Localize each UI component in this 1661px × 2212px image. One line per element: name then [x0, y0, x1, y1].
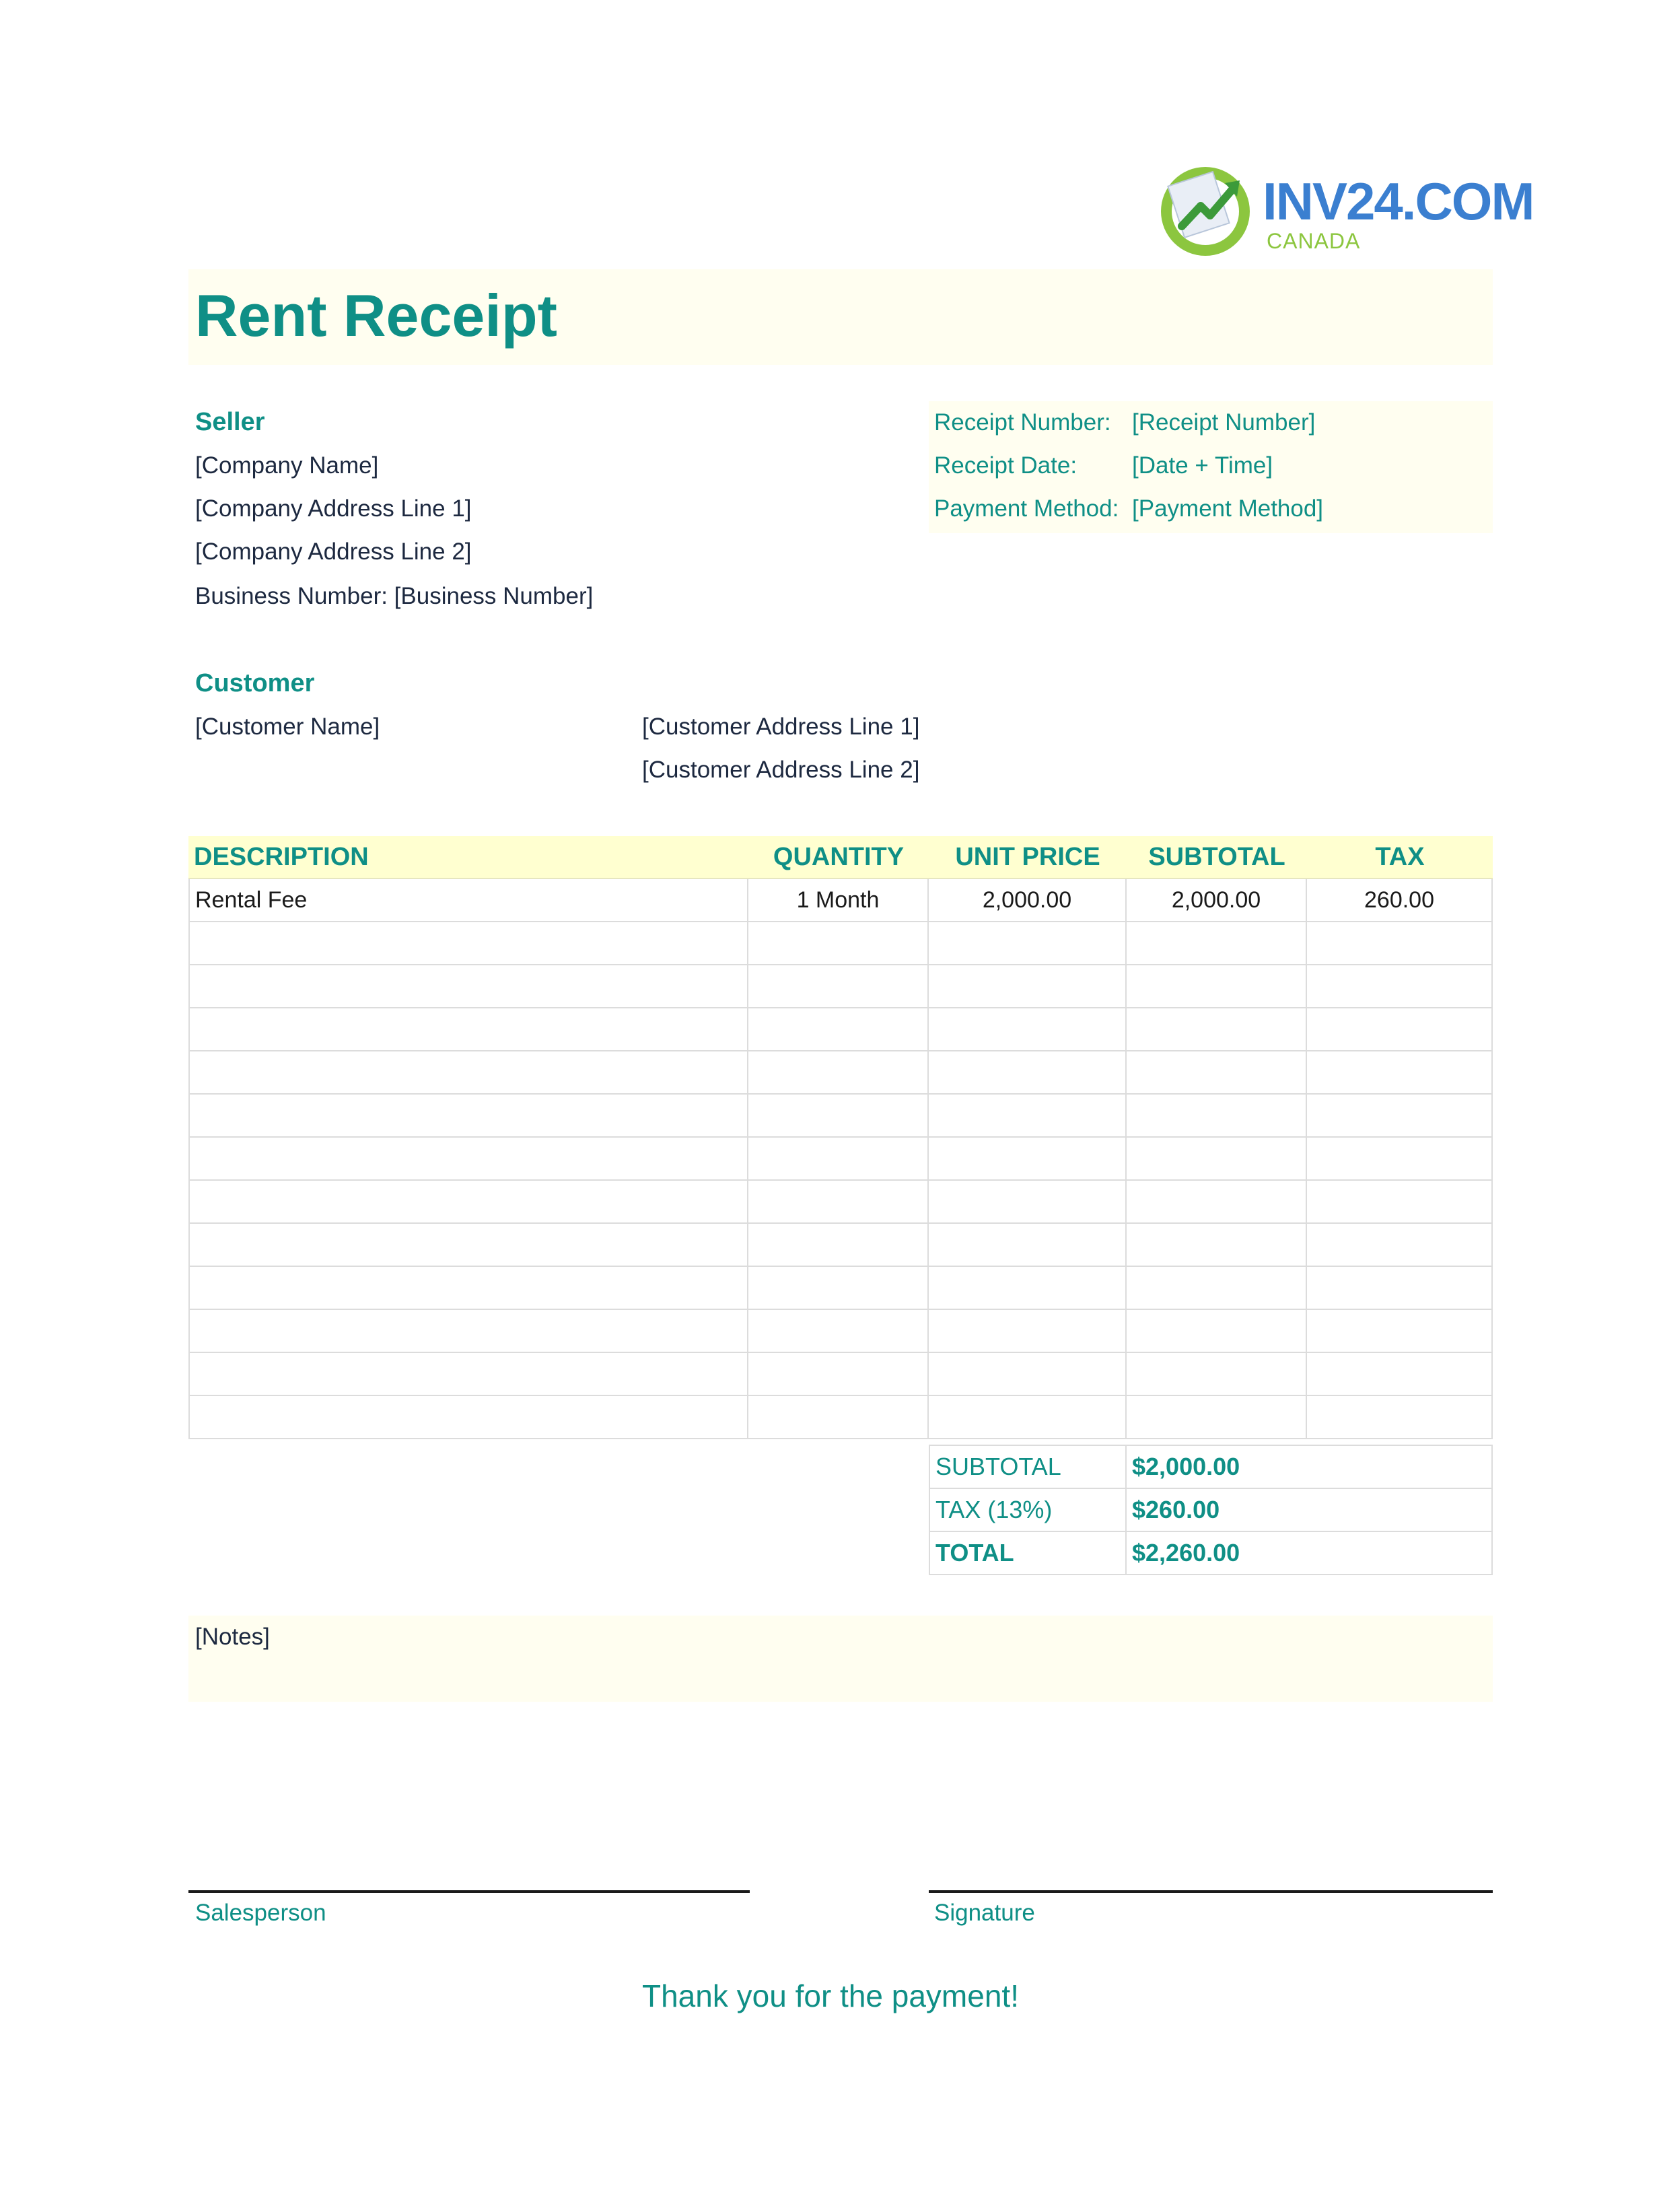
table-cell	[748, 1181, 929, 1222]
table-cell	[1307, 1353, 1493, 1395]
subtotal-value: $2,000.00	[1127, 1446, 1493, 1488]
table-cell	[748, 1008, 929, 1050]
table-cell	[748, 1267, 929, 1309]
column-header-description: DESCRIPTION	[194, 842, 369, 871]
table-cell	[1127, 1396, 1307, 1438]
customer-name: [Customer Name]	[195, 714, 380, 740]
notes-text: [Notes]	[195, 1624, 270, 1650]
table-cell	[748, 1051, 929, 1093]
totals-table	[929, 1445, 1493, 1575]
table-cell	[1127, 1267, 1307, 1309]
table-cell	[1127, 1138, 1307, 1179]
table-cell	[1307, 1224, 1493, 1266]
table-row	[188, 1008, 1493, 1051]
column-header-quantity: QUANTITY	[773, 842, 905, 871]
table-cell	[188, 1138, 748, 1179]
table-cell	[748, 1310, 929, 1352]
total-value: $2,260.00	[1127, 1532, 1493, 1574]
item-tax: 260.00	[1307, 879, 1493, 921]
customer-address-line-1: [Customer Address Line 1]	[642, 714, 920, 740]
table-row	[188, 879, 1493, 922]
table-row	[188, 1181, 1493, 1224]
table-cell	[929, 1181, 1127, 1222]
column-header-unit-price: UNIT PRICE	[955, 842, 1100, 871]
table-cell	[929, 922, 1127, 964]
total-row	[929, 1532, 1493, 1575]
table-cell	[748, 965, 929, 1007]
table-cell	[1127, 1224, 1307, 1266]
notes-box	[188, 1616, 1493, 1702]
table-cell	[929, 1008, 1127, 1050]
table-cell	[188, 1095, 748, 1136]
table-cell	[1307, 1051, 1493, 1093]
table-cell	[929, 965, 1127, 1007]
table-cell	[1307, 1181, 1493, 1222]
table-cell	[188, 1051, 748, 1093]
table-cell	[188, 922, 748, 964]
table-cell	[1307, 1095, 1493, 1136]
tax-row	[929, 1489, 1493, 1532]
payment-method-value: [Payment Method]	[1132, 495, 1324, 522]
table-cell	[1127, 1008, 1307, 1050]
table-row	[188, 1224, 1493, 1267]
item-quantity: 1 Month	[748, 879, 929, 921]
seller-business-number: Business Number: [Business Number]	[195, 583, 594, 609]
table-cell	[929, 1138, 1127, 1179]
table-cell	[1307, 1396, 1493, 1438]
table-row	[188, 1138, 1493, 1181]
table-cell	[188, 1353, 748, 1395]
table-cell	[188, 1008, 748, 1050]
table-cell	[1127, 1353, 1307, 1395]
table-cell	[748, 922, 929, 964]
table-cell	[748, 1396, 929, 1438]
table-cell	[1307, 1008, 1493, 1050]
tax-label: TAX (13%)	[929, 1489, 1127, 1531]
table-cell	[188, 965, 748, 1007]
column-header-subtotal: SUBTOTAL	[1148, 842, 1285, 871]
subtotal-label: SUBTOTAL	[929, 1446, 1127, 1488]
table-row	[188, 1396, 1493, 1439]
table-cell	[1307, 965, 1493, 1007]
seller-heading: Seller	[195, 408, 265, 436]
seller-company-name: [Company Name]	[195, 452, 379, 479]
table-cell	[748, 1138, 929, 1179]
company-logo	[1155, 159, 1534, 260]
total-label: TOTAL	[929, 1532, 1127, 1574]
signature-line	[929, 1890, 1493, 1893]
table-cell	[188, 1267, 748, 1309]
table-cell	[748, 1095, 929, 1136]
table-cell	[1307, 1310, 1493, 1352]
table-cell	[929, 1224, 1127, 1266]
item-description: Rental Fee	[188, 879, 748, 921]
items-table	[188, 836, 1493, 1439]
subtotal-row	[929, 1446, 1493, 1489]
table-cell	[1307, 922, 1493, 964]
table-cell	[929, 1267, 1127, 1309]
table-row	[188, 1310, 1493, 1353]
receipt-date-value: [Date + Time]	[1132, 452, 1273, 479]
table-cell	[1127, 965, 1307, 1007]
table-cell	[188, 1181, 748, 1222]
receipt-number-label: Receipt Number:	[934, 409, 1111, 436]
receipt-date-label: Receipt Date:	[934, 452, 1077, 479]
table-row	[188, 965, 1493, 1008]
table-row	[188, 922, 1493, 965]
salesperson-line	[188, 1890, 750, 1893]
table-cell	[188, 1396, 748, 1438]
table-cell	[1127, 1181, 1307, 1222]
customer-address-line-2: [Customer Address Line 2]	[642, 757, 920, 783]
table-row	[188, 1353, 1493, 1396]
table-header-row	[188, 836, 1493, 879]
payment-method-label: Payment Method:	[934, 495, 1119, 522]
item-subtotal: 2,000.00	[1127, 879, 1307, 921]
table-row	[188, 1051, 1493, 1095]
signature-label: Signature	[934, 1900, 1035, 1926]
page-title: Rent Receipt	[195, 282, 557, 349]
table-cell	[1127, 1310, 1307, 1352]
receipt-number-value: [Receipt Number]	[1132, 409, 1316, 436]
table-cell	[748, 1353, 929, 1395]
logo-sub-text: CANADA	[1267, 229, 1361, 253]
table-cell	[929, 1095, 1127, 1136]
table-cell	[929, 1396, 1127, 1438]
seller-address-line-1: [Company Address Line 1]	[195, 495, 472, 522]
table-cell	[188, 1224, 748, 1266]
table-cell	[1307, 1138, 1493, 1179]
table-cell	[1307, 1267, 1493, 1309]
customer-heading: Customer	[195, 669, 315, 697]
table-cell	[1127, 1095, 1307, 1136]
table-cell	[929, 1353, 1127, 1395]
table-cell	[748, 1224, 929, 1266]
table-cell	[1127, 922, 1307, 964]
seller-address-line-2: [Company Address Line 2]	[195, 539, 472, 565]
column-header-tax: TAX	[1375, 842, 1425, 871]
salesperson-label: Salesperson	[195, 1900, 326, 1926]
table-cell	[929, 1310, 1127, 1352]
table-cell	[188, 1310, 748, 1352]
item-unit-price: 2,000.00	[929, 879, 1127, 921]
table-row	[188, 1095, 1493, 1138]
table-cell	[929, 1051, 1127, 1093]
tax-value: $260.00	[1127, 1489, 1493, 1531]
thank-you-message: Thank you for the payment!	[642, 1978, 1019, 2013]
table-row	[188, 1267, 1493, 1310]
logo-badge-icon	[1155, 159, 1256, 260]
logo-brand-text: INV24.COM	[1263, 172, 1534, 231]
table-cell	[1127, 1051, 1307, 1093]
